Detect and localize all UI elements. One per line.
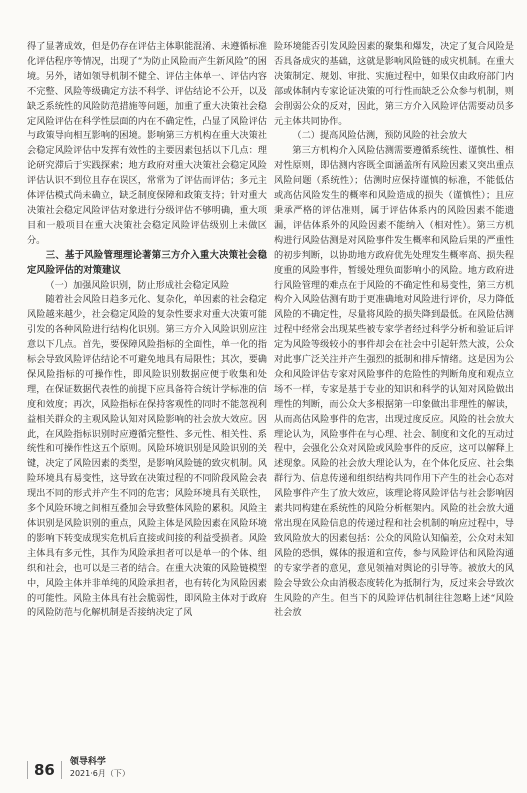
journal-issue: 2021·6月（下） (69, 769, 130, 778)
page-number: 86 (27, 761, 62, 779)
right-column (274, 40, 514, 621)
page-footer (27, 757, 130, 779)
journal-name: 领导科学 (69, 757, 106, 767)
journal-info (70, 757, 130, 779)
paragraph: 随着社会风险日趋多元化、复杂化，单因素的社会稳定风险越来越少，社会稳定风险的复杂性要求对重大决策可能引发的各种风险进行结构化识别。第三方介入风险识别应注意以下几点。首先，要保障风险指标的全面性，单一化的指标会导致风险评估结论不可避免地具有局限性；其次，要确保风险指标的可操作性，即风险识别数据应便于收集和处理，在保证数据代表性的前提下应具备符合统计学标准的信度和效度；再次，风险指标在保持客观性的同时不能忽视利益相关群众的主观风险认知对风险影响的社会放大效应。因此，在风险指标识别时应遵循完整性、多元性、相关性、系统性和可操作性这五个原则。风险环境识别是风险识别的关键，决定了风险因素的类型，是影响风险链的致灾机制。风险环境具有易变性，这导致在决策过程的不同阶段风险会表现出不同的形式并产生不同的危害；风险环境具有关联性，多个风险环境之间相互叠加会导致整体风险的累积。风险主体识别是风险识别的重点，风险主体是风险因素在风险环境的影响下转变成现实危机后直接或间接的利益受损者。风险主体具有多元性，其作为风险承担者可以是单一的个体、组织和社会，也可以是三者的结合。在重大决策的风险链模型中，风险主体并非单纯的风险承担者，也有转化为风险因素的可能性。风险主体具有社会脆弱性，即风险主体对于政府的风险防范与化解机制是否接纳决定了风 (27, 294, 267, 619)
section-heading: 三、基于风险管理理论著第三方介入重大决策社会稳定风险评估的对策建议 (27, 249, 267, 276)
subsection-heading: （二）提高风险估测，预防风险的社会放大 (292, 130, 467, 142)
subsection-heading: （一）加强风险识别，防止形成社会稳定风险 (45, 279, 230, 291)
paragraph: 险环境能否引发风险因素的聚集和爆发，决定了复合风险是否具备成灾的基础，这就是影响风险链的成灾机制。在重大决策制定、规划、审批、实施过程中，如果仅由政府部门内部或体制内专家论证决策的可行性而缺乏公众参与机制，则会削弱公众的反对，因此，第三方介入风险评估需要动员多元主体共同协作。 (274, 41, 514, 127)
paragraph: 第三方机构介入风险估测需要遵循系统性、谨慎性、相对性原则，即估测内容既全面涵盖所有风险因素又突出重点风险问题（系统性）；估测时应保持谨慎的标准，不能低估或高估风险发生的概率和风险造成的损失（谨慎性）；且应秉承严格的评估准则，属于评估体系内的风险因素不能遗漏，评估体系外的风险因素不能纳入（相对性）。第三方机构进行风险估测是对风险事件发生概率和风险后果的严重性的初步判断，以协助地方政府优先处理发生概率高、损失程度重的风险事件，暂缓处理负面影响小的风险。地方政府进行风险管理的难点在于风险的不确定性和易变性，第三方机构介入风险估测有助于更准确地对风险进行评价，尽力降低风险的不确定性，尽量将风险的损失降到最低。在风险估测过程中经常会出现某些被专家学者经过科学分析和验证后评定为风险等级较小的事件却会在社会中引起轩然大波，公众对此事广泛关注并产生强烈的抵制和排斥情绪。这是因为公众和风险评估专家对风险事件的危险性的判断角度和观点立场不一样，专家是基于专业的知识和科学的认知对风险做出理性的判断，而公众大多根据第一印象做出非理性的解读，从而高估风险事件的危害，出现过度反应。风险的社会放大理论认为，风险事件在与心理、社会、制度和文化的互动过程中，会强化公众对风险或风险事件的反应，这可以解释上述现象。风险的社会放大理论认为，在个体化反应、社会集群行为、信息传递和组织结构共同作用下产生的社会心态对风险事件产生了放大效应，该理论将风险评估与社会影响因素共同构建在系统性的风险分析框架内。风险的社会放大通常出现在风险信息的传递过程和社会机制的响应过程中，导致风险放大的因素包括：公众的风险认知偏差，公众对未知风险的恐惧，媒体的报道和宣传，参与风险评估和风险沟通的专家学者的意见，意见领袖对舆论的引导等。被放大的风险会导致公众由消极态度转化为抵制行为，反过来会导致次生风险的产生。但当下的风险评估机制往往忽略上述“风险社会放 (274, 145, 514, 619)
paragraph: 得了显著成效，但是仍存在评估主体职能混淆、未遵循标准化评估程序等情况，出现了“为防止风险而产生新风险”的困境。另外，诸如领导机制不健全、评估主体单一、评估内容不完整、风险等级确定方法不科学、评估结论不公开，以及缺乏系统性的风险防范措施等问题，加重了重大决策社会稳定风险评估在科学性层面的内在不确定性，凸显了风险评估与政策导向相互影响的困境。影响第三方机构在重大决策社会稳定风险评估中发挥有效性的主要因素包括以下几点：理论研究滞后于实践探索；地方政府对重大决策社会稳定风险评估认识不到位且存在误区，常常为了评估而评估；多元主体评估模式尚未确立，缺乏制度保障和政策支持；针对重大决策社会稳定风险评估对象进行分级评估不够明确，重大项目和一般项目在重大决策社会稳定风险评估级别上未做区分。 (27, 41, 267, 246)
left-column (27, 40, 267, 621)
